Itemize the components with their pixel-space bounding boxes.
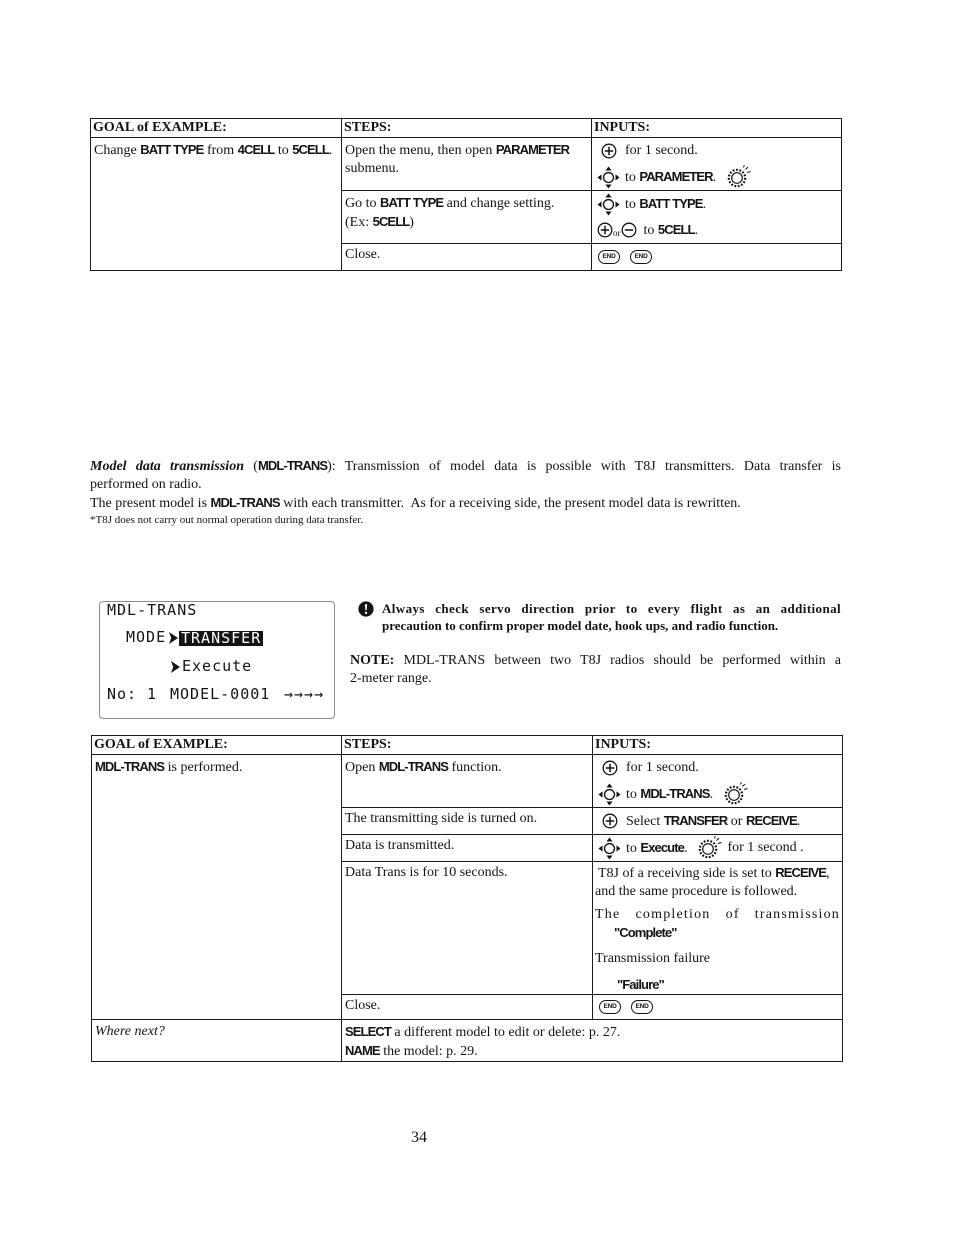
input-cell bbox=[593, 808, 843, 835]
step-cell: Data Trans is for 10 seconds. bbox=[342, 862, 593, 995]
input-text bbox=[626, 839, 687, 858]
failure-text: Transmission failure bbox=[595, 951, 710, 966]
warning-text bbox=[382, 600, 841, 634]
note-line: 2-meter range. bbox=[350, 671, 432, 686]
input-text-part: . bbox=[702, 196, 707, 212]
step-cell: Close. bbox=[342, 244, 592, 271]
intro-line bbox=[90, 457, 841, 476]
input-text-part: Select bbox=[626, 813, 664, 829]
step-text: submenu. bbox=[345, 161, 400, 176]
dial-press-icon bbox=[726, 165, 752, 189]
where-next-row bbox=[92, 1020, 843, 1062]
note-label: NOTE: bbox=[350, 653, 395, 668]
mdl-trans-label: MDL-TRANS bbox=[95, 759, 165, 774]
goal-text: to bbox=[274, 143, 293, 158]
plus-key-icon bbox=[601, 143, 617, 159]
lcd-number-value: 1 bbox=[147, 685, 158, 703]
header-inputs: INPUTS: bbox=[592, 119, 842, 138]
plus-key-icon bbox=[597, 222, 613, 238]
mdl-trans-label: MDL-TRANS bbox=[378, 759, 448, 774]
step-text: ) bbox=[409, 215, 414, 230]
example-table-batt-type bbox=[90, 118, 842, 271]
input-cell bbox=[593, 862, 843, 995]
dial-press-icon bbox=[723, 782, 749, 806]
goal-text: is performed. bbox=[164, 760, 243, 775]
intro-line: performed on radio. bbox=[90, 477, 202, 492]
note-text-part: MDL-TRANS between two T8J radios should be performed within a bbox=[394, 653, 841, 668]
mdl-trans-label: MDL-TRANS bbox=[210, 495, 280, 510]
parameter-label: PARAMETER bbox=[495, 142, 570, 157]
cursor-stick-icon bbox=[598, 783, 621, 806]
where-next-line bbox=[345, 1023, 839, 1042]
input-line bbox=[598, 755, 838, 781]
batt-type-label: BATT TYPE bbox=[639, 195, 703, 211]
end-key-icon: END bbox=[630, 250, 652, 264]
complete-label: "Complete" bbox=[614, 925, 677, 940]
transfer-label: TRANSFER bbox=[663, 812, 728, 828]
input-text bbox=[595, 864, 840, 900]
input-text-part: to bbox=[626, 840, 641, 856]
header-steps: STEPS: bbox=[342, 119, 592, 138]
table-header-row bbox=[91, 119, 842, 138]
completion-text: The completion of transmission bbox=[595, 907, 840, 922]
table-row bbox=[92, 755, 843, 808]
complete-status bbox=[595, 924, 840, 942]
goal-cell bbox=[92, 755, 342, 1020]
intro-text: The present model is bbox=[90, 496, 211, 511]
lcd-mode-label: MODE bbox=[126, 628, 167, 646]
input-line bbox=[597, 244, 837, 270]
mdl-trans-label: MDL-TRANS bbox=[640, 785, 710, 801]
input-line bbox=[597, 164, 837, 190]
input-text-part: to bbox=[626, 786, 641, 802]
warning-line: precaution to confirm proper model date, hook ups, and radio function. bbox=[382, 618, 779, 633]
page-number: 34 bbox=[411, 1129, 427, 1146]
where-next-text: the model: p. 29. bbox=[379, 1044, 478, 1059]
input-text-part: or bbox=[727, 813, 746, 829]
mdl-trans-label: MDL-TRANS bbox=[257, 458, 328, 473]
lcd-mode-value: TRANSFER bbox=[181, 629, 262, 647]
dial-press-icon bbox=[697, 836, 723, 860]
cursor-stick-icon bbox=[597, 166, 620, 189]
failure-status bbox=[595, 976, 840, 994]
table-header-row bbox=[92, 736, 843, 755]
input-line bbox=[597, 138, 837, 164]
header-steps: STEPS: bbox=[342, 736, 593, 755]
input-text bbox=[644, 221, 699, 240]
plus-key-icon bbox=[602, 760, 618, 776]
intro-text: ): Transmission of model data is possible with T8J transmitters. Data transfer is bbox=[327, 459, 841, 474]
intro-text: with each transmitter. As for a receiving side, the present model data is rewritten. bbox=[279, 496, 741, 511]
note-text bbox=[350, 652, 841, 688]
4cell-label: 4CELL bbox=[237, 142, 275, 157]
end-key-icon: END bbox=[631, 1000, 653, 1014]
5cell-label: 5CELL bbox=[292, 142, 329, 157]
step-text: Go to bbox=[345, 196, 380, 211]
receive-label: RECEIVE bbox=[775, 865, 827, 880]
input-cell bbox=[593, 755, 843, 808]
input-line bbox=[597, 191, 837, 217]
section-title: Model data transmission bbox=[90, 459, 244, 474]
failure-label: "Failure" bbox=[617, 977, 664, 992]
goal-text: Change bbox=[94, 143, 141, 158]
input-text bbox=[626, 812, 800, 831]
step-cell bbox=[342, 138, 592, 191]
table-row bbox=[91, 138, 842, 191]
end-key-icon: END bbox=[598, 250, 620, 264]
end-key-icon: END bbox=[599, 1000, 621, 1014]
plus-key-icon bbox=[602, 813, 618, 829]
intro-line bbox=[90, 494, 841, 513]
input-text-part: . bbox=[796, 813, 801, 829]
input-line bbox=[598, 808, 838, 834]
input-line bbox=[598, 781, 838, 807]
step-text: Open the menu, then open bbox=[345, 143, 496, 158]
goal-text: from bbox=[203, 143, 238, 158]
input-cell bbox=[592, 191, 842, 244]
input-line bbox=[598, 835, 838, 861]
input-text-part: to bbox=[625, 196, 640, 212]
or-text: or bbox=[613, 228, 621, 238]
input-text-part: , bbox=[826, 866, 830, 881]
step-cell: Data is transmitted. bbox=[342, 835, 593, 862]
input-text: for 1 second. bbox=[625, 143, 698, 158]
step-cell: Close. bbox=[342, 995, 593, 1020]
lcd-progress: →→→→ bbox=[284, 685, 325, 703]
header-inputs: INPUTS: bbox=[593, 736, 843, 755]
step-cell: The transmitting side is turned on. bbox=[342, 808, 593, 835]
step-text: function. bbox=[448, 760, 502, 775]
input-text-part: . bbox=[683, 840, 688, 856]
5cell-label: 5CELL bbox=[657, 221, 695, 237]
step-text: Open bbox=[345, 760, 379, 775]
where-next-text: a different model to edit or delete: p. 27. bbox=[390, 1025, 621, 1040]
lcd-number-label: No: bbox=[107, 685, 138, 703]
step-text: (Ex: bbox=[345, 215, 373, 230]
input-text-part: and the same procedure is followed. bbox=[595, 884, 798, 899]
batt-type-label: BATT TYPE bbox=[380, 195, 444, 210]
input-cell bbox=[592, 244, 842, 271]
input-text-part: to bbox=[643, 222, 658, 238]
batt-type-label: BATT TYPE bbox=[140, 142, 204, 157]
lcd-screen bbox=[99, 601, 335, 719]
lcd-model-name: MODEL-0001 bbox=[170, 685, 271, 703]
input-text: for 1 second . bbox=[727, 840, 804, 855]
where-next-cell bbox=[342, 1020, 843, 1062]
receive-label: RECEIVE bbox=[745, 812, 797, 828]
select-label: SELECT bbox=[345, 1024, 391, 1039]
step-cell bbox=[342, 755, 593, 808]
input-text bbox=[625, 195, 706, 214]
input-text-part: T8J of a receiving side is set to bbox=[598, 866, 776, 881]
5cell-label: 5CELL bbox=[372, 214, 410, 229]
step-cell bbox=[342, 191, 592, 244]
input-text bbox=[625, 168, 716, 187]
header-goal: GOAL of EXAMPLE: bbox=[92, 736, 342, 755]
input-text-part: to bbox=[625, 169, 640, 185]
input-line bbox=[598, 995, 838, 1019]
input-text-part: . bbox=[712, 169, 717, 185]
input-cell bbox=[593, 995, 843, 1020]
cursor-stick-icon bbox=[597, 193, 620, 216]
input-line bbox=[597, 217, 837, 243]
note-line bbox=[350, 652, 841, 670]
warning-line: Always check servo direction prior to every flight as an additional bbox=[382, 601, 841, 616]
warning-icon bbox=[358, 601, 374, 617]
intro-text: ( bbox=[243, 459, 258, 474]
footnote: *T8J does not carry out normal operation during data transfer. bbox=[90, 514, 364, 526]
input-text-part: . bbox=[709, 786, 714, 802]
step-text: and change setting. bbox=[443, 196, 555, 211]
header-goal: GOAL of EXAMPLE: bbox=[91, 119, 342, 138]
input-text: for 1 second. bbox=[626, 760, 699, 775]
parameter-label: PARAMETER bbox=[639, 168, 713, 184]
input-text bbox=[626, 785, 713, 804]
example-table-mdl-trans bbox=[91, 735, 843, 1062]
lcd-pointer-arrow-icon bbox=[170, 661, 180, 673]
goal-cell bbox=[91, 138, 342, 271]
where-next-line bbox=[345, 1042, 839, 1061]
input-cell bbox=[593, 835, 843, 862]
lcd-title: MDL-TRANS bbox=[107, 601, 198, 619]
lcd-pointer-arrow-icon bbox=[168, 632, 178, 644]
name-label: NAME bbox=[345, 1043, 380, 1058]
minus-key-icon bbox=[621, 222, 637, 238]
goal-text: . bbox=[328, 143, 333, 158]
execute-label: Execute bbox=[640, 839, 684, 855]
input-text-part: . bbox=[694, 222, 699, 238]
where-next-label: Where next? bbox=[92, 1020, 342, 1062]
lcd-action: Execute bbox=[182, 657, 253, 675]
cursor-stick-icon bbox=[598, 837, 621, 860]
input-cell bbox=[592, 138, 842, 191]
intro-paragraph bbox=[90, 457, 841, 513]
